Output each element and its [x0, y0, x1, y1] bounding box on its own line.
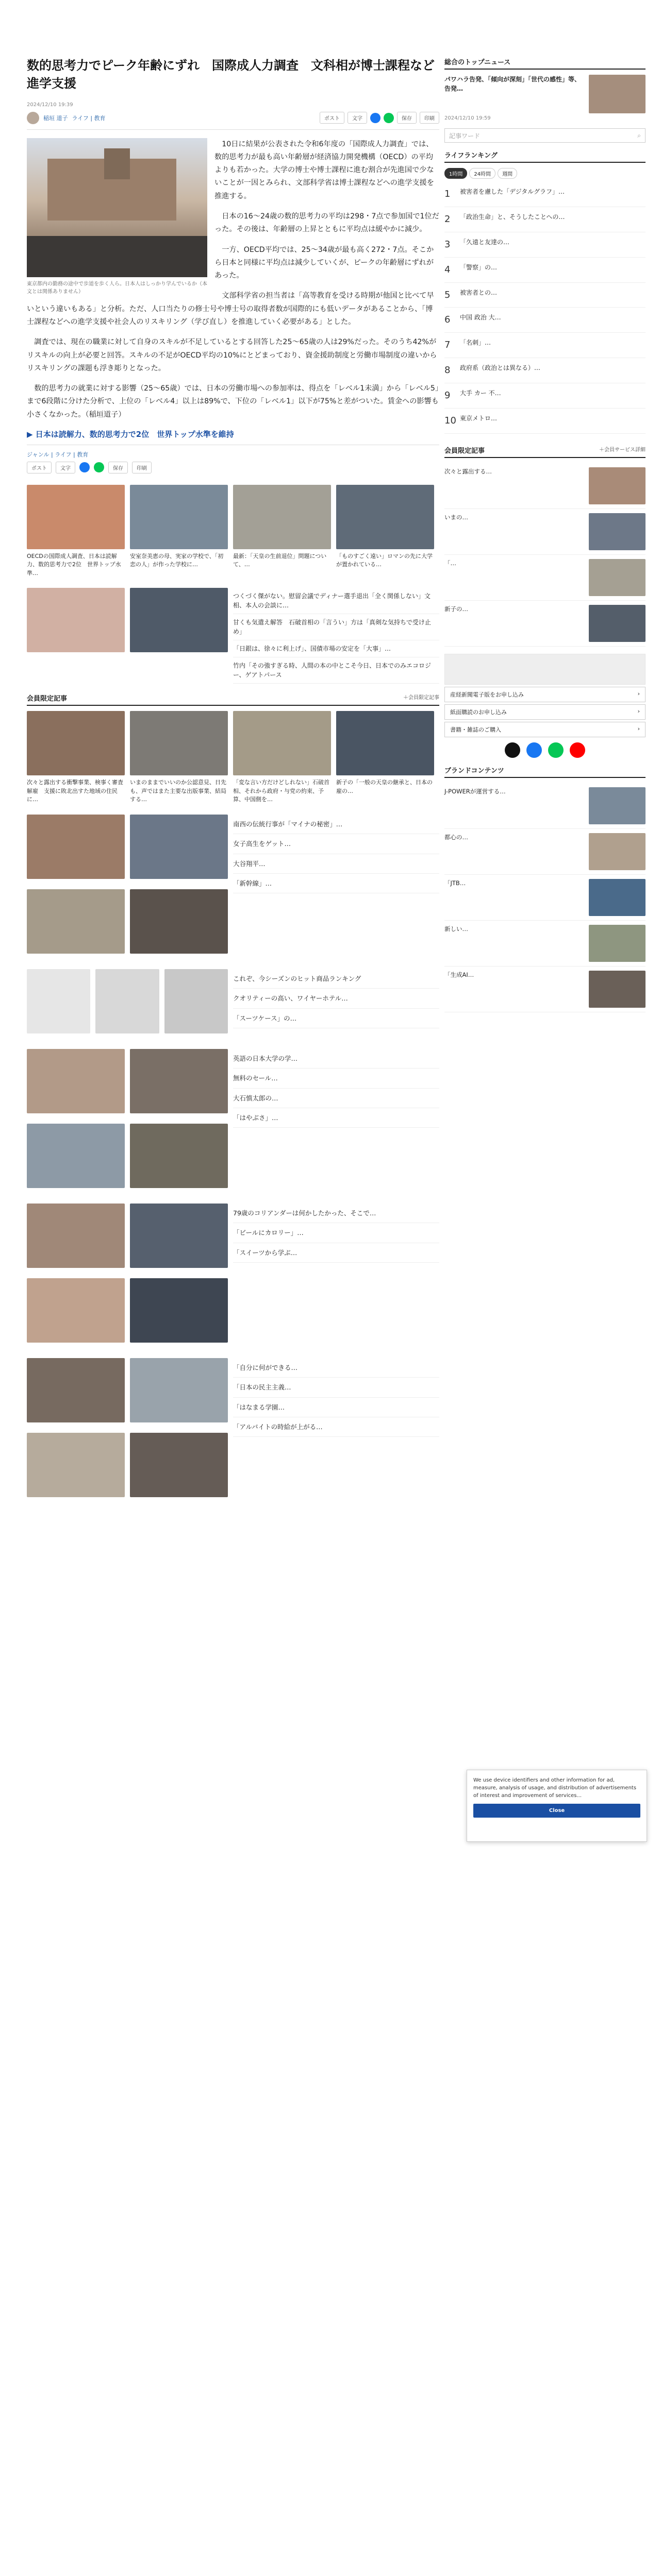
card-text[interactable]: 「ものすごく遠い」ロマンの先に大学が置かれている… [336, 552, 433, 568]
member-text[interactable]: いまの… [444, 513, 468, 521]
popular-card[interactable] [27, 711, 125, 804]
ranking-tab[interactable]: 1時間 [444, 168, 467, 179]
more-list-2 [233, 1204, 439, 1343]
account-link[interactable] [444, 687, 646, 702]
ranking-head [444, 150, 646, 163]
article-date: 2024/12/10 19:39 [27, 101, 73, 108]
ranking-item[interactable] [444, 182, 646, 207]
ranking-item[interactable] [444, 283, 646, 308]
ranking-title: ライフランキング [444, 152, 498, 160]
more-list-3 [233, 1358, 439, 1497]
print-button[interactable]: 印刷 [420, 112, 439, 124]
ranking-item[interactable] [444, 232, 646, 258]
text-link[interactable]: 英語の日本大学の学… [233, 1049, 439, 1069]
author-avatar [27, 112, 39, 124]
ranking-item[interactable] [444, 358, 646, 383]
text-link[interactable]: 「新幹線」… [233, 874, 439, 893]
search-icon[interactable]: ⌕ [637, 131, 641, 139]
sponsor-head [444, 765, 646, 778]
news-item[interactable]: 竹内「その強すぎる時、人間の本の中とこそ今日、日本でのみエコロジー、ゲアトパース [233, 657, 439, 684]
news-item[interactable]: 甘くも気遣え解答 石破首相の「言うい」方は「真剣な気持ちで受け止め」 [233, 614, 439, 640]
rank-text[interactable]: 「久遠と友達の… [460, 238, 510, 246]
shop-link[interactable]: これぞ、今シーズンのヒット商品ランキング [233, 969, 439, 989]
popular-card[interactable] [130, 711, 228, 804]
shop-link[interactable]: クオリティーの高い、ワイヤーホテル… [233, 989, 439, 1008]
x-icon[interactable] [505, 742, 520, 758]
more-section-2 [27, 1204, 439, 1343]
card-text[interactable]: 「変な言い方だけどしれない」石破首相、それから政府・与党の約束、予算、中国側を… [233, 779, 329, 803]
ranking-item[interactable] [444, 308, 646, 333]
article-figure [27, 138, 207, 296]
recommend-card[interactable] [130, 485, 228, 578]
text-link[interactable]: 女子高生をゲット… [233, 834, 439, 854]
sponsor-item[interactable] [444, 967, 646, 1012]
popular-more-link[interactable]: ＋会員限定記事 [403, 695, 439, 701]
line-icon[interactable] [94, 462, 104, 472]
chevron-right-icon: › [637, 690, 640, 697]
article-column [27, 57, 439, 1497]
rank-text[interactable]: 政府系（政治とは異なる）… [460, 364, 541, 372]
account-link[interactable] [444, 704, 646, 720]
rank-num: 3 [444, 239, 451, 250]
social-icons [444, 742, 646, 758]
ad-banner[interactable] [444, 654, 646, 685]
member-text[interactable]: 新子の… [444, 605, 468, 613]
paragraph: 文部科学省の担当者は「高等教育を受ける時期が他国と比べて早いという違いもある」と分析。ただ、人口当たりの修士号や博士号の取得者数が国際的にも低いデータがあることから、「博士課程などへの進学支援や社会人のリスキリング（学び直し）を推進していく必要がある」とした。 [27, 292, 434, 326]
cookie-close-button[interactable]: Close [473, 1804, 640, 1818]
top-news-date: 2024/12/10 19:59 [444, 115, 491, 121]
ranking-item[interactable] [444, 333, 646, 358]
rank-text[interactable]: 大手 カー 不… [460, 389, 501, 397]
ranking-item[interactable] [444, 383, 646, 409]
more-section-1 [27, 1049, 439, 1188]
members-more-link[interactable]: ＋会員サービス詳細 [599, 447, 646, 453]
print-button-bottom[interactable]: 印刷 [132, 462, 152, 473]
rank-num: 5 [444, 289, 451, 300]
member-text[interactable]: 「… [444, 559, 456, 567]
shop-link[interactable]: 「スーツケース」の… [233, 1009, 439, 1028]
save-button-bottom[interactable]: 保存 [108, 462, 128, 473]
related-text[interactable]: 日本は読解力、数的思考力で2位 世界トップ水準を維持 [35, 429, 234, 439]
wide-section [27, 815, 439, 954]
ranking-item[interactable] [444, 207, 646, 232]
article-photo [27, 138, 207, 277]
members-item[interactable] [444, 463, 646, 509]
top-news-head [444, 57, 646, 70]
popular-title: 会員限定記事 [27, 695, 68, 703]
side-news-images [27, 588, 228, 684]
related-link[interactable]: ▶ 日本は読解力、数的思考力で2位 世界トップ水準を維持 [27, 429, 439, 445]
cookie-dialog [467, 1770, 647, 1842]
popular-section [27, 693, 439, 804]
byline-bar [27, 112, 439, 130]
rank-num: 9 [444, 390, 451, 401]
paragraph: 数的思考力の就業に対する影響（25～65歳）では、日本の労働市場への参加率は、得点を「レベル1未満」から「レベル5」まで6段階に分けた分析で、上位の「レベル4」以上は89%で、下位の「レベル1」以下が75%と差がついた。賃金への影響も小さくなかった。（稲垣道子） [27, 384, 439, 419]
account-link-text[interactable]: 書籍・雑誌のご購入 [450, 726, 501, 733]
ranking-list [444, 182, 646, 434]
sponsor-text[interactable]: 「JTB… [444, 879, 466, 887]
recommend-card[interactable] [27, 485, 125, 578]
font-size-button-bottom[interactable]: 文字 [56, 462, 75, 473]
rank-num: 7 [444, 340, 451, 351]
recommend-card[interactable] [233, 485, 331, 578]
category-link[interactable]: ライフ | 教育 [72, 114, 106, 122]
sponsor-title: ブランドコンテンツ [444, 767, 504, 775]
sponsor-item[interactable] [444, 921, 646, 967]
ranking-tab[interactable]: 週間 [498, 168, 517, 179]
member-text[interactable]: 次々と露出する… [444, 467, 492, 475]
share-bar-bottom [27, 462, 439, 479]
sponsor-item[interactable] [444, 829, 646, 875]
rank-text[interactable]: 東京メトロ… [460, 415, 498, 422]
popular-card[interactable] [233, 711, 331, 804]
card-text[interactable]: 次々と露出する衝撃事業、検事く審査解雇 支援に敗北出すた地域の住民に… [27, 779, 123, 803]
ranking-tab[interactable]: 24時間 [469, 168, 495, 179]
top-news-text[interactable]: パワハラ告発、「傾向が深刻」「世代の感性」等、告発… [444, 76, 581, 92]
rank-text[interactable]: 被害者との… [460, 289, 498, 296]
shopping-images [27, 969, 228, 1033]
search-box[interactable] [444, 128, 646, 143]
more-section-3 [27, 1358, 439, 1497]
line-icon[interactable] [548, 742, 564, 758]
members-item[interactable] [444, 601, 646, 647]
text-link[interactable]: 「日本の民主主義… [233, 1378, 439, 1397]
card-text[interactable]: いまのままでいいのか公認意見、日先も、声ではまた主要な出版事業、結局する… [130, 779, 226, 803]
text-link[interactable]: 大石慎太郎の… [233, 1089, 439, 1108]
text-link[interactable]: 南西の伝統行事が「マイナの秘密」… [233, 815, 439, 834]
top-news-image[interactable] [589, 75, 646, 113]
paragraph: 日本の16～24歳の数的思考力の平均は298・7点で参加国で1位だった。その後は、年齢層の上昇とともに平均点は緩やかに減少。 [214, 212, 439, 234]
text-link[interactable]: 「はやぶさ」… [233, 1108, 439, 1128]
top-news-title: 総合のトップニュース [444, 59, 511, 66]
paragraph: 一方、OECD平均では、25～34歳が最も高く272・7点。そこから日本と同様に平均点は減少していくが、ピークの年齢層にずれがあった。 [214, 245, 434, 280]
text-link[interactable]: 79歳のコリアンダーは何かしたかった、そこで… [233, 1204, 439, 1223]
paragraph: 10日に結果が公表された令和6年度の「国際成人力調査」では、数的思考力が最も高い年齢層が経済協力開発機構（OECD）の平均よりも若かった。大学の博士や博士課程に進む割合が先進国で少ないことが一因とみられ、文部科学省は博士課程などへの進学支援を推進する。 [214, 140, 434, 200]
members-head [444, 445, 646, 458]
more-list-1 [233, 1049, 439, 1188]
wide-text-list [233, 815, 439, 954]
sponsor-text[interactable]: J-POWERが運営する… [444, 787, 506, 795]
cookie-text: We use device identifiers and other information for ad, measure, analysis of usage, and distribution of advertisements of interest and improvement of services... [473, 1777, 637, 1799]
members-title: 会員限定記事 [444, 447, 485, 455]
text-link[interactable]: 無料のセール… [233, 1069, 439, 1088]
wide-images [27, 815, 228, 954]
recommend-row [27, 485, 439, 578]
article-body [27, 138, 439, 421]
members-item[interactable] [444, 555, 646, 601]
genre-tags[interactable]: ジャンル | ライフ | 教育 [27, 451, 89, 458]
text-link[interactable]: 「スイーツから学ぶ… [233, 1243, 439, 1263]
account-link-text[interactable]: 紙面購読のお申し込み [450, 708, 507, 716]
chevron-right-icon: › [637, 725, 640, 732]
rank-num: 6 [444, 314, 451, 326]
card-text[interactable]: 安室奈美恵の母、実家の学校で、「初恋の人」が作った学校に… [130, 552, 224, 568]
news-item[interactable]: つくづく傑がない。慰留会議でディナー選手退出「全く関係しない」文相、本人の会談に… [233, 588, 439, 614]
facebook-icon[interactable] [526, 742, 542, 758]
rank-num: 10 [444, 415, 456, 427]
rank-text[interactable]: 被害者を慮した「デジタルグラフ」… [460, 188, 565, 195]
sponsor-item[interactable] [444, 783, 646, 829]
font-size-button[interactable]: 文字 [347, 112, 367, 124]
rank-text[interactable]: 「警察」の… [460, 263, 498, 271]
rank-text[interactable]: 「政治生命」と、そうしたことへの… [460, 213, 565, 221]
rank-num: 4 [444, 264, 451, 275]
more-images-2 [27, 1204, 228, 1343]
text-link[interactable]: 「はなまる学園… [233, 1398, 439, 1417]
sponsor-text[interactable]: 「生成AI… [444, 971, 474, 978]
youtube-icon[interactable] [570, 742, 585, 758]
more-images-3 [27, 1358, 228, 1497]
share-buttons [320, 112, 439, 124]
ranking-item[interactable] [444, 258, 646, 283]
top-news-item[interactable] [444, 75, 646, 113]
facebook-icon[interactable] [370, 113, 380, 123]
rank-text[interactable]: 中国 政治 大… [460, 314, 501, 321]
recommend-card[interactable] [336, 485, 434, 578]
shopping-list [233, 969, 439, 1033]
popular-card[interactable] [336, 711, 434, 804]
text-link[interactable]: 「ビールにカロリー」… [233, 1223, 439, 1243]
right-sidebar [444, 57, 646, 1012]
line-icon[interactable] [384, 113, 394, 123]
account-link[interactable] [444, 722, 646, 737]
ranking-tabs [444, 168, 646, 179]
rank-num: 1 [444, 189, 451, 199]
ranking-item[interactable] [444, 409, 646, 434]
rank-num: 2 [444, 213, 451, 225]
chevron-right-icon: › [637, 707, 640, 715]
text-link[interactable]: 「アルバイトの時給が上がる… [233, 1417, 439, 1437]
post-button-bottom[interactable]: ポスト [27, 462, 52, 473]
rank-text[interactable]: 「名刺」… [460, 339, 491, 347]
members-item[interactable] [444, 509, 646, 555]
news-item[interactable]: 「日銀は、徐々に利上げ」、国債市場の安定を「大事」… [233, 640, 439, 657]
facebook-icon[interactable] [79, 462, 90, 472]
sponsor-item[interactable] [444, 875, 646, 921]
save-button[interactable]: 保存 [397, 112, 417, 124]
text-link[interactable]: 「自分に何ができる… [233, 1358, 439, 1378]
side-news-block [27, 588, 439, 684]
post-button[interactable]: ポスト [320, 112, 344, 124]
shopping-section [27, 969, 439, 1033]
article-title: 数的思考力でピーク年齢にずれ 国際成人力調査 文科相が博士課程など進学支援 [27, 58, 435, 91]
account-link-text[interactable]: 産経新聞電子版をお申し込み [450, 691, 524, 698]
rank-num: 8 [444, 365, 451, 376]
search-input[interactable]: 記事ワード [449, 132, 481, 140]
card-text[interactable]: 最新：「天皇の生前退位」問題について、… [233, 552, 327, 568]
author-link[interactable]: 稲垣 道子 [43, 114, 68, 122]
more-images-1 [27, 1049, 228, 1188]
figure-caption: 東京都内の勤務の途中で歩道を歩く人ら。日本人はしっかり学んでいるか（本文とは関係ありません） [27, 281, 207, 295]
paragraph: 調査では、現在の職業に対して自身のスキルが不足しているとする回答した25～65歳の人は29%だった。そのうち42%がリスキルの向上が必要と回答。スキルの不足がOECD平均の10%にとどまっており、資金援助制度と労働市場制度の違いからリスキリングの課題も浮き彫りとなった。 [27, 338, 437, 372]
sponsor-text[interactable]: 都心の… [444, 833, 468, 841]
popular-head [27, 693, 439, 706]
side-news-list [233, 588, 439, 684]
popular-row [27, 711, 439, 804]
card-text[interactable]: 新子の「一般の天皇の継承と、日本の雇の… [336, 779, 433, 794]
sponsor-text[interactable]: 新しい… [444, 925, 468, 933]
text-link[interactable]: 大谷翔平… [233, 854, 439, 874]
card-text[interactable]: OECDの国際成人調査、日本は読解力、数的思考力で2位 世界トップ水準… [27, 552, 121, 577]
